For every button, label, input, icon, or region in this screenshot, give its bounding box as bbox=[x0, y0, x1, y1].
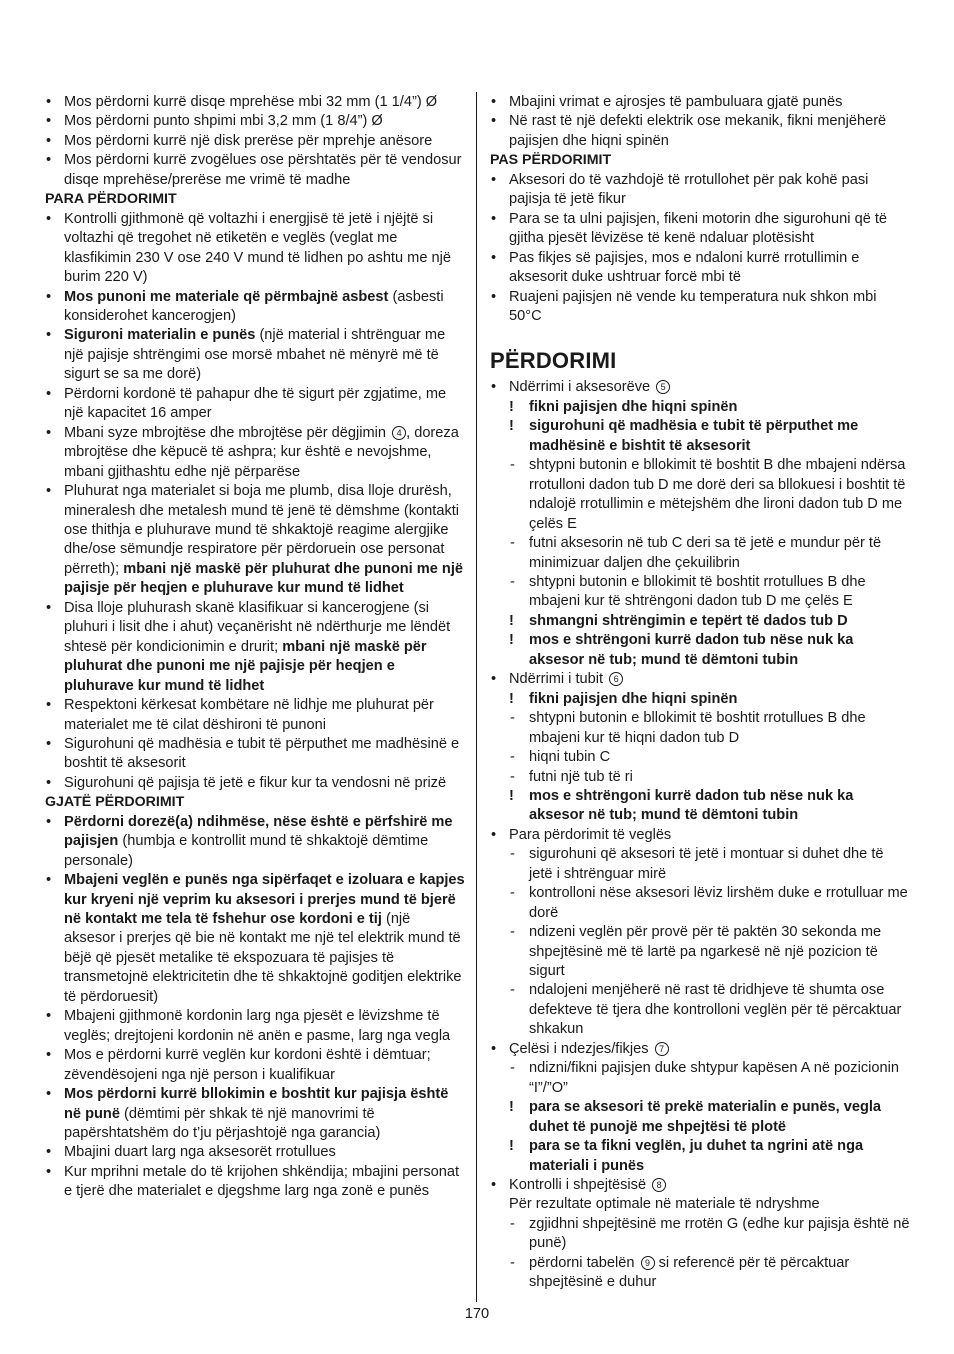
top-bullet-list bbox=[45, 93, 465, 190]
section-heading-pas: PAS PËRDORIMIT bbox=[490, 152, 612, 169]
list-item: • Mos e përdorni kurrë veglën kur kordoni është i dëmtuar; zëvendësojeni nga një person i kualifikuar bbox=[45, 1046, 465, 1085]
figure-ref-number: 6 bbox=[609, 672, 623, 686]
gjate-bullet-list bbox=[45, 813, 465, 1202]
step-item: - ndizeni veglën për provë për të paktën 30 sekonda me shpejtësinë më të lartë pa ngarkesë në një pozicion të sigurt bbox=[490, 923, 910, 981]
list-item bbox=[45, 813, 465, 871]
item-label: Ndërrimi i aksesorëve bbox=[509, 379, 651, 396]
page-number: 170 bbox=[464, 1306, 490, 1322]
bold-text: Përdorni dorezë(a) ndihmëse, nëse është e përfshirë me pajisjen bbox=[64, 813, 453, 850]
figure-ref-number: 8 bbox=[652, 1178, 666, 1192]
item-text: (një material i shtrënguar me një pajisje shtrëngimi ose morsë mbahet në mënyrë më të sigurt se sa me dorë) bbox=[64, 327, 446, 383]
item-text: Disa lloje pluhurash skanë klasifikuar si kancerogjene (si pluhuri i lisit dhe i ahut) veçanërisht në ndërthurje me lëndët shtesë për kondicionimin e drurit; bbox=[64, 599, 451, 655]
item-text: (humbja e kontrollit mund të shkaktojë dëmtime personale) bbox=[64, 833, 429, 869]
warning-item: ! fikni pajisjen dhe hiqni spinën bbox=[490, 690, 910, 709]
warning-item: ! mos e shtrëngoni kurrë dadon tub nëse nuk ka aksesor në tub; mund të dëmtoni tubin bbox=[490, 787, 910, 826]
list-item-on-off-switch bbox=[490, 1040, 910, 1059]
step-item: - futni aksesorin në tub C deri sa të jetë e mundur për të minimizuar daljen dhe çekuilibrin bbox=[490, 534, 910, 573]
list-item: • Mos përdorni punto shpimi mbi 3,2 mm (1 8/4”) Ø bbox=[45, 112, 465, 131]
bold-text: mbani një maskë për pluhurat dhe punoni me një pajisje për heqjen e pluhurave kur mund të lidhet bbox=[64, 560, 463, 597]
figure-ref-number: 7 bbox=[655, 1042, 669, 1056]
note-text: Për rezultate optimale në materiale të ndryshme bbox=[509, 1196, 820, 1213]
list-item: • Mos përdorni kurrë disqe mprehëse mbi 32 mm (1 1/4”) Ø bbox=[45, 93, 465, 112]
list-item: • Në rast të një defekti elektrik ose mekanik, fikni menjëherë pajisjen dhe hiqni spinën bbox=[490, 112, 910, 151]
left-column bbox=[45, 93, 465, 1202]
list-item: • Mos përdorni kurrë një disk prerëse për mprehje anësore bbox=[45, 132, 465, 151]
list-item: • Mbajini duart larg nga aksesorët rrotullues bbox=[45, 1143, 465, 1162]
bold-text: mbani një maskë për pluhurat dhe punoni me një pajisje për heqjen e pluhurave kur mund të lidhet bbox=[64, 638, 427, 694]
list-item bbox=[45, 599, 465, 696]
step-item: - futni një tub të ri bbox=[490, 768, 910, 787]
item-text: përdorni tabelën bbox=[529, 1254, 635, 1271]
step-item: - hiqni tubin C bbox=[490, 748, 910, 767]
step-item: - shtypni butonin e bllokimit të boshtit B dhe mbajeni ndërsa rrotulloni dadon tub D me dorë deri sa bllokuesi i boshtit të ndalojë rrotullimin e mëtejshëm dhe lironi dadon tub D me çelës E bbox=[490, 456, 910, 534]
list-item: • Kur mprihni metale do të krijohen shkëndija; mbajini personat e tjerë dhe materialet e djegshme larg nga zonë e punës bbox=[45, 1163, 465, 1202]
bold-text: Mbajeni veglën e punës nga sipërfaqet e izoluara e kapjes kur kryeni një veprim ku aksesori i prerjes mund të bjerë në kontakt me tela të fshehur ose kordoni e tij bbox=[64, 872, 465, 928]
item-text: , doreza mbrojtëse dhe këpucë të ashpra; kur është e nevojshme, mbani gjithashtu edhe një përparëse bbox=[64, 424, 459, 480]
list-item bbox=[45, 326, 465, 384]
item-label: Ndërrimi i tubit bbox=[509, 671, 604, 688]
warning-item: ! sigurohuni që madhësia e tubit të përputhet me madhësinë e bishtit të aksesorit bbox=[490, 417, 910, 456]
usage-list bbox=[490, 378, 910, 1292]
top-bullet-list bbox=[490, 93, 910, 151]
column-divider bbox=[476, 92, 477, 1302]
list-item: • Përdorni kordonë të pahapur dhe të sigurt për zgjatime, me një kapacitet 16 amper bbox=[45, 385, 465, 424]
list-item bbox=[45, 424, 465, 482]
step-item: - zgjidhni shpejtësinë me rrotën G (edhe kur pajisja është në punë) bbox=[490, 1215, 910, 1254]
para-bullet-list bbox=[45, 210, 465, 794]
step-item: - kontrolloni nëse aksesori lëviz lirshëm duke e rrotulluar me dorë bbox=[490, 884, 910, 923]
item-text: (dëmtimi për shkak të një manovrimi të papërshtatshëm do t’ju përjashtojë nga garancia) bbox=[64, 1105, 381, 1142]
step-item: - shtypni butonin e bllokimit të boshtit rrotullues B dhe mbajeni kur të hiqni dadon tub D bbox=[490, 709, 910, 748]
step-item: - ndizni/fikni pajisjen duke shtypur kapësen A në pozicionin “I”/”O” bbox=[490, 1059, 910, 1098]
section-title: PËRDORIMI bbox=[490, 348, 617, 374]
list-item: • Ruajeni pajisjen në vende ku temperatura nuk shkon mbi 50°C bbox=[490, 288, 910, 327]
list-item bbox=[45, 1085, 465, 1143]
list-item: • Pas fikjes së pajisjes, mos e ndaloni kurrë rrotullimin e aksesorit duke ushtruar forcë mbi të bbox=[490, 249, 910, 288]
list-item: • Aksesori do të vazhdojë të rrotullohet për pak kohë pasi pajisja të jetë fikur bbox=[490, 171, 910, 210]
bold-text: Mos përdorni kurrë bllokimin e boshtit kur pajisja është në punë bbox=[64, 1086, 449, 1122]
warning-item: ! fikni pajisjen dhe hiqni spinën bbox=[490, 398, 910, 417]
list-item-speed-control bbox=[490, 1176, 910, 1195]
item-label: Çelësi i ndezjes/fikjes bbox=[509, 1040, 649, 1057]
list-item bbox=[45, 288, 465, 327]
right-column bbox=[490, 93, 910, 1293]
item-text: (një aksesor i prerjes që bie në kontakt me një tel elektrik mund të bëjë që pjesët metalike të ekspozuara të pajisjes të transmetojnë elektricitetin dhe të shkaktojnë goditjen elektrike të përdoruesit) bbox=[64, 911, 462, 1005]
list-item bbox=[45, 871, 465, 1007]
list-item: • Para se ta ulni pajisjen, fikeni motorin dhe sigurohuni që të gjitha pjesët lëvizëse të kenë ndaluar plotësisht bbox=[490, 210, 910, 249]
item-text: Mbani syze mbrojtëse dhe mbrojtëse për dëgjimin bbox=[64, 424, 387, 441]
list-item-tube-change bbox=[490, 670, 910, 689]
list-item: • Mos përdorni kurrë zvogëlues ose përshtatës për të vendosur disqe mprehëse/prerëse me vrimë të madhe bbox=[45, 151, 465, 190]
step-item: - ndalojeni menjëherë në rast të dridhjeve të shumta ose defekteve të tjera dhe kontrolloni veglën për të përcaktuar shkakun bbox=[490, 981, 910, 1039]
step-item: - sigurohuni që aksesori të jetë i montuar si duhet dhe të jetë i shtrënguar mirë bbox=[490, 845, 910, 884]
list-item: • Kontrolli gjithmonë që voltazhi i energjisë të jetë i njëjtë si voltazhi që tregohet në etiketën e veglës (veglat me klasfikimin 230 V ose 240 V mund të lidhen po ashtu me një burim 220 V) bbox=[45, 210, 465, 288]
list-item-before-use bbox=[490, 826, 910, 845]
warning-item: ! para se ta fikni veglën, ju duhet ta ngrini atë nga materiali i punës bbox=[490, 1137, 910, 1176]
item-label: Para përdorimit të veglës bbox=[509, 826, 672, 843]
item-text: (asbesti konsiderohet kancerogjen) bbox=[64, 288, 444, 324]
item-text: si referencë për të përcaktuar shpejtësinë e duhur bbox=[529, 1254, 850, 1291]
bold-text: Siguroni materialin e punës bbox=[64, 327, 256, 344]
warning-item: ! shmangni shtrëngimin e tepërt të dados tub D bbox=[490, 612, 910, 631]
list-item: • Respektoni kërkesat kombëtare në lidhje me pluhurat për materialet me të cilat dëshironi të punoni bbox=[45, 696, 465, 735]
step-item: - shtypni butonin e bllokimit të boshtit rrotullues B dhe mbajeni kur të shtrëngoni dadon tub D me çelës E bbox=[490, 573, 910, 612]
figure-ref-number: 4 bbox=[392, 426, 406, 440]
section-heading-para: PARA PËRDORIMIT bbox=[45, 191, 177, 208]
item-label: Kontrolli i shpejtësisë bbox=[509, 1177, 647, 1194]
list-item: • Mbajeni gjithmonë kordonin larg nga pjesët e lëvizshme të veglës; drejtojeni kordonin në anën e pasme, larg nga vegla bbox=[45, 1007, 465, 1046]
figure-ref-number: 9 bbox=[641, 1256, 655, 1270]
bold-text: Mos punoni me materiale që përmbajnë asbest bbox=[64, 288, 389, 305]
figure-ref-number: 5 bbox=[656, 380, 670, 394]
item-text: Pluhurat nga materialet si boja me plumb, disa lloje drurësh, mineralesh dhe metalesh mund të jenë të dëmshme (kontakti ose thithja e pluhurave mund të shkaktojë reagime alergjike dhe/ose sëmundje respiratore për përdoruein ose personat përreth); bbox=[64, 483, 460, 577]
pas-bullet-list bbox=[490, 171, 910, 327]
warning-item: ! para se aksesori të prekë materialin e punës, vegla duhet të punojë me shpejtësi të plotë bbox=[490, 1098, 910, 1137]
list-item-accessory-change bbox=[490, 378, 910, 397]
list-item: • Sigurohuni që madhësia e tubit të përputhet me madhësinë e boshtit të aksesorit bbox=[45, 735, 465, 774]
list-item bbox=[45, 482, 465, 599]
step-item bbox=[490, 1254, 910, 1293]
section-heading-gjate: GJATË PËRDORIMIT bbox=[45, 794, 185, 811]
list-item: • Mbajini vrimat e ajrosjes të pambuluara gjatë punës bbox=[490, 93, 910, 112]
warning-item: ! mos e shtrëngoni kurrë dadon tub nëse nuk ka aksesor në tub; mund të dëmtoni tubin bbox=[490, 631, 910, 670]
list-item: • Sigurohuni që pajisja të jetë e fikur kur ta vendosni në prizë bbox=[45, 774, 465, 793]
